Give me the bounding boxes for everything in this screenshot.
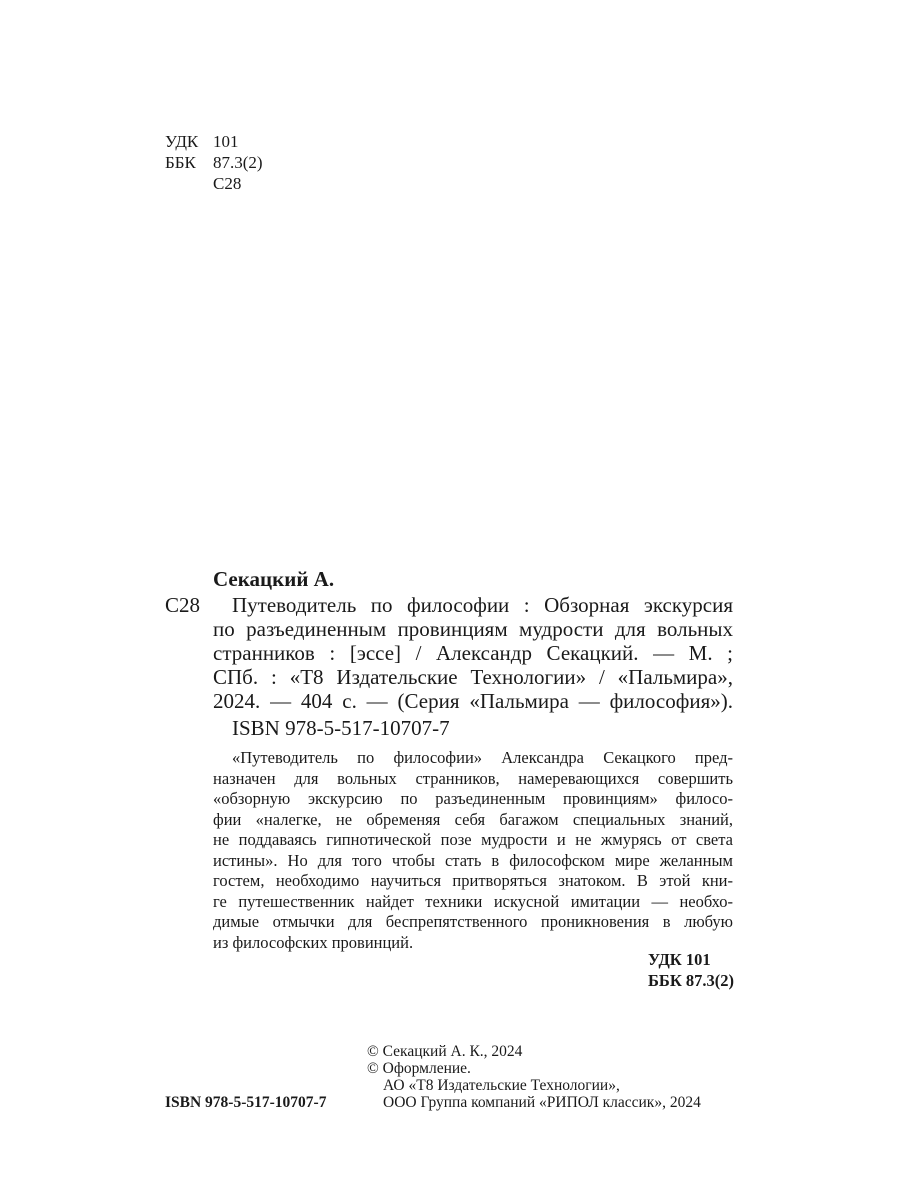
udk-label: УДК: [165, 132, 199, 151]
entry-line: Путеводитель по философии : Обзорная экскурсия: [232, 593, 733, 617]
annotation-line: «обзорную экскурсию по разъединенным провинциям» филосо-: [213, 789, 733, 808]
annotation-line: фии «налегке, не обременяя себя багажом специальных знаний,: [213, 809, 733, 829]
copyright-line: АО «Т8 Издательские Технологии»,: [383, 1077, 620, 1094]
annotation-line: назначен для вольных странников, намеревающихся совершить: [213, 768, 733, 788]
copyright-line: © Оформление.: [367, 1060, 471, 1077]
annotation-line: истины». Но для того чтобы стать в философском мире желанным: [213, 850, 733, 870]
bbk-value: 87.3(2): [213, 153, 263, 172]
copyright-line: ООО Группа компаний «РИПОЛ классик», 2024: [383, 1094, 701, 1111]
udk-value: 101: [213, 132, 239, 151]
author-sign-value: С28: [213, 174, 242, 193]
entry-line: по разъединенным провинциям мудрости для вольных: [213, 617, 733, 641]
entry-author-sign: С28: [165, 593, 201, 617]
entry-isbn: ISBN 978-5-517-10707-7: [232, 716, 450, 740]
bbk-code: ББК 87.3(2): [648, 971, 735, 990]
annotation-line: ге путешественник найдет техники искусной имитации — необхо-: [213, 891, 733, 911]
entry-line: 2024. — 404 с. — (Серия «Пальмира — философия»).: [213, 689, 733, 713]
footer-isbn: ISBN 978-5-517-10707-7: [165, 1094, 327, 1111]
copyright-line: © Секацкий А. К., 2024: [367, 1043, 523, 1060]
entry-author: Секацкий А.: [213, 567, 335, 591]
bbk-label: ББК: [165, 153, 196, 172]
annotation-line: из философских провинций.: [213, 932, 414, 952]
annotation-line: «Путеводитель по философии» Александра Секацкого пред-: [232, 748, 733, 767]
entry-line: странников : [эссе] / Александр Секацкий. — М. ;: [213, 641, 733, 665]
annotation-line: не поддаваясь гипнотической позе мудрости и не жмурясь от света: [213, 830, 733, 849]
annotation-line: гостем, необходимо научиться притворяться знатоком. В этой кни-: [213, 871, 733, 890]
entry-line: СПб. : «Т8 Издательские Технологии» / «Пальмира»,: [213, 665, 733, 689]
annotation-line: димые отмычки для беспрепятственного проникновения в любую: [213, 912, 733, 931]
udk-code: УДК 101: [648, 950, 711, 969]
